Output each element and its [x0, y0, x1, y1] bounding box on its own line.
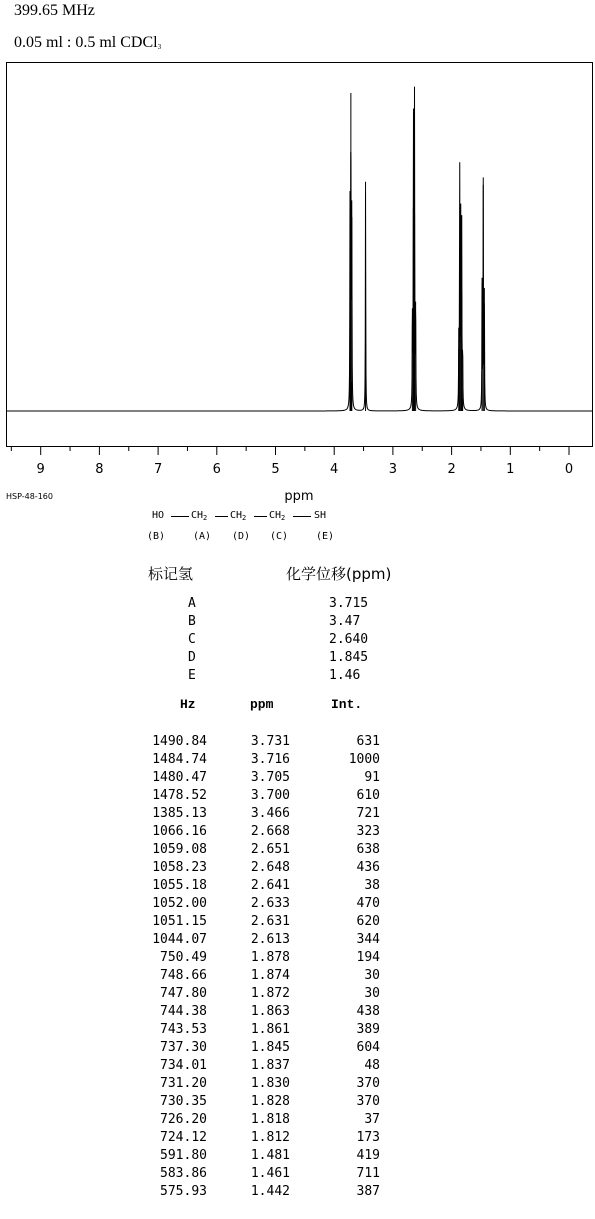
peak-hz: 1484.74	[152, 752, 207, 767]
peak-hz: 724.12	[160, 1130, 207, 1145]
x-tick-label: 6	[212, 462, 221, 477]
peak-ppm: 3.716	[250, 752, 290, 767]
mol-sh: SH	[314, 510, 327, 521]
assignment-label: D	[188, 650, 196, 665]
peak-int: 387	[356, 1184, 380, 1199]
mol-ch2-c: $CH_2$	[269, 510, 286, 522]
peak-int: 436	[356, 860, 380, 875]
peak-int: 711	[356, 1166, 380, 1181]
mol-label-b: (B)	[147, 531, 166, 542]
peak-ppm: 1.861	[250, 1022, 290, 1037]
peak-int: 173	[356, 1130, 380, 1145]
peak-hz: 583.86	[160, 1166, 207, 1181]
peak-hz: 575.93	[160, 1184, 207, 1199]
peak-row	[0, 968, 400, 986]
x-axis-tick-labels	[37, 462, 574, 477]
x-tick-label: 8	[95, 462, 104, 477]
peak-hz: 1044.07	[152, 932, 207, 947]
peak-ppm: 2.633	[250, 896, 290, 911]
peak-row	[0, 1094, 400, 1112]
assignment-shift: 1.845	[329, 650, 369, 665]
peak-int: 638	[356, 842, 380, 857]
assignment-shift: 2.640	[329, 632, 369, 647]
peak-hz: 730.35	[160, 1094, 207, 1109]
peak-header-int: Int.	[331, 697, 363, 712]
peak-row	[0, 1112, 400, 1130]
peak-int: 620	[356, 914, 380, 929]
peak-int: 37	[364, 1112, 380, 1127]
assignment-label: B	[188, 614, 196, 629]
peak-hz: 1066.16	[152, 824, 207, 839]
peak-ppm: 1.837	[250, 1058, 290, 1073]
peak-int: 721	[356, 806, 380, 821]
assignment-label: A	[188, 596, 196, 611]
plot-frame	[7, 63, 593, 447]
peak-int: 194	[356, 950, 380, 965]
peak-hz: 750.49	[160, 950, 207, 965]
peak-ppm: 1.461	[250, 1166, 290, 1181]
mol-label-e: (E)	[316, 531, 335, 542]
peak-int: 30	[364, 986, 380, 1001]
mol-label-c: (C)	[270, 531, 289, 542]
peak-ppm: 1.863	[250, 1004, 290, 1019]
peak-hz: 743.53	[160, 1022, 207, 1037]
peak-row	[0, 932, 400, 950]
peak-row	[0, 860, 400, 878]
peak-ppm: 3.700	[250, 788, 290, 803]
assignment-header-shift: 化学位移(ppm)	[286, 565, 392, 583]
peak-row	[0, 824, 400, 842]
x-tick-label: 0	[564, 462, 574, 477]
x-axis-label: ppm	[284, 489, 314, 504]
peak-hz: 1058.23	[152, 860, 207, 875]
peak-ppm: 2.648	[250, 860, 290, 875]
peak-marks	[350, 93, 484, 411]
peak-row	[0, 788, 400, 806]
mol-label-a: (A)	[193, 531, 212, 542]
peak-ppm: 3.731	[250, 734, 290, 749]
peak-ppm: 1.481	[250, 1148, 290, 1163]
peak-header-ppm: ppm	[250, 697, 274, 712]
peak-ppm: 1.828	[250, 1094, 290, 1109]
peak-row	[0, 986, 400, 1004]
peak-hz: 734.01	[160, 1058, 207, 1073]
peak-int: 438	[356, 1004, 380, 1019]
peak-hz: 747.80	[160, 986, 207, 1001]
peak-ppm: 1.818	[250, 1112, 290, 1127]
peak-int: 610	[356, 788, 380, 803]
spectrometer-frequency: 399.65 MHz	[14, 2, 95, 19]
peak-hz: 726.20	[160, 1112, 207, 1127]
peak-ppm: 1.878	[250, 950, 290, 965]
peak-ppm: 3.466	[250, 806, 290, 821]
assignment-label: E	[188, 668, 196, 683]
peak-hz: 591.80	[160, 1148, 207, 1163]
peak-row	[0, 1166, 400, 1184]
mol-ho: HO	[152, 510, 165, 521]
peak-hz: 1385.13	[152, 806, 207, 821]
peak-int: 344	[356, 932, 380, 947]
peak-hz: 1480.47	[152, 770, 207, 785]
peak-row	[0, 1130, 400, 1148]
peak-int: 370	[356, 1094, 380, 1109]
peak-hz: 731.20	[160, 1076, 207, 1091]
solvent-info: 0.05 ml : 0.5 ml CDCl$_3$	[14, 34, 162, 51]
x-axis-ticks	[11, 447, 569, 455]
peak-hz: 1059.08	[152, 842, 207, 857]
peak-hz: 748.66	[160, 968, 207, 983]
peak-row	[0, 1184, 400, 1202]
peak-ppm: 3.705	[250, 770, 290, 785]
mol-ch2-d: $CH_2$	[230, 510, 247, 522]
peak-ppm: 2.668	[250, 824, 290, 839]
x-tick-label: 4	[330, 462, 339, 477]
peak-row	[0, 842, 400, 860]
peak-row	[0, 1022, 400, 1040]
x-tick-label: 2	[447, 462, 456, 477]
x-tick-label: 5	[271, 462, 280, 477]
mol-label-d: (D)	[232, 531, 251, 542]
peak-row	[0, 734, 400, 752]
spectrum-trace	[7, 87, 592, 411]
peak-int: 38	[364, 878, 380, 893]
peak-hz: 1051.15	[152, 914, 207, 929]
assignment-header-label: 标记氢	[148, 565, 194, 583]
peak-header-hz: Hz	[180, 697, 196, 712]
peak-row	[0, 1058, 400, 1076]
spectrum-code: HSP-48-160	[6, 492, 53, 501]
peak-hz: 1052.00	[152, 896, 207, 911]
peak-ppm: 2.631	[250, 914, 290, 929]
peak-hz: 1490.84	[152, 734, 207, 749]
assignment-shift: 1.46	[329, 668, 361, 683]
peak-int: 370	[356, 1076, 380, 1091]
peak-int: 323	[356, 824, 380, 839]
peak-int: 389	[356, 1022, 380, 1037]
mol-ch2-a: $CH_2$	[191, 510, 208, 522]
peak-row	[0, 752, 400, 770]
peak-int: 1000	[348, 752, 380, 767]
peak-int: 30	[364, 968, 380, 983]
peak-ppm: 1.872	[250, 986, 290, 1001]
peak-hz: 1478.52	[152, 788, 207, 803]
peak-ppm: 1.845	[250, 1040, 290, 1055]
peak-hz: 737.30	[160, 1040, 207, 1055]
peak-int: 631	[356, 734, 380, 749]
peak-ppm: 1.874	[250, 968, 290, 983]
assignment-shift: 3.715	[329, 596, 369, 611]
peak-ppm: 2.641	[250, 878, 290, 893]
assignment-label: C	[188, 632, 196, 647]
peak-hz: 1055.18	[152, 878, 207, 893]
peak-row	[0, 950, 400, 968]
nmr-spectrum-chart	[0, 0, 595, 510]
peak-row	[0, 1148, 400, 1166]
x-tick-label: 1	[506, 462, 515, 477]
assignment-shift: 3.47	[329, 614, 361, 629]
peak-ppm: 2.613	[250, 932, 290, 947]
peak-row	[0, 914, 400, 932]
x-tick-label: 7	[153, 462, 163, 477]
peak-int: 91	[364, 770, 380, 785]
peak-row	[0, 896, 400, 914]
peak-row	[0, 1076, 400, 1094]
peak-row	[0, 878, 400, 896]
x-tick-label: 3	[388, 462, 398, 477]
peak-int: 470	[356, 896, 380, 911]
x-tick-label: 9	[36, 462, 45, 477]
peak-table	[0, 734, 400, 1202]
peak-row	[0, 1040, 400, 1058]
peak-row	[0, 1004, 400, 1022]
peak-row	[0, 806, 400, 824]
peak-row	[0, 770, 400, 788]
peak-hz: 744.38	[160, 1004, 207, 1019]
peak-ppm: 1.442	[250, 1184, 290, 1199]
peak-ppm: 2.651	[250, 842, 290, 857]
peak-int: 604	[356, 1040, 380, 1055]
peak-int: 48	[364, 1058, 380, 1073]
peak-ppm: 1.830	[250, 1076, 290, 1091]
peak-ppm: 1.812	[250, 1130, 290, 1145]
peak-int: 419	[356, 1148, 380, 1163]
